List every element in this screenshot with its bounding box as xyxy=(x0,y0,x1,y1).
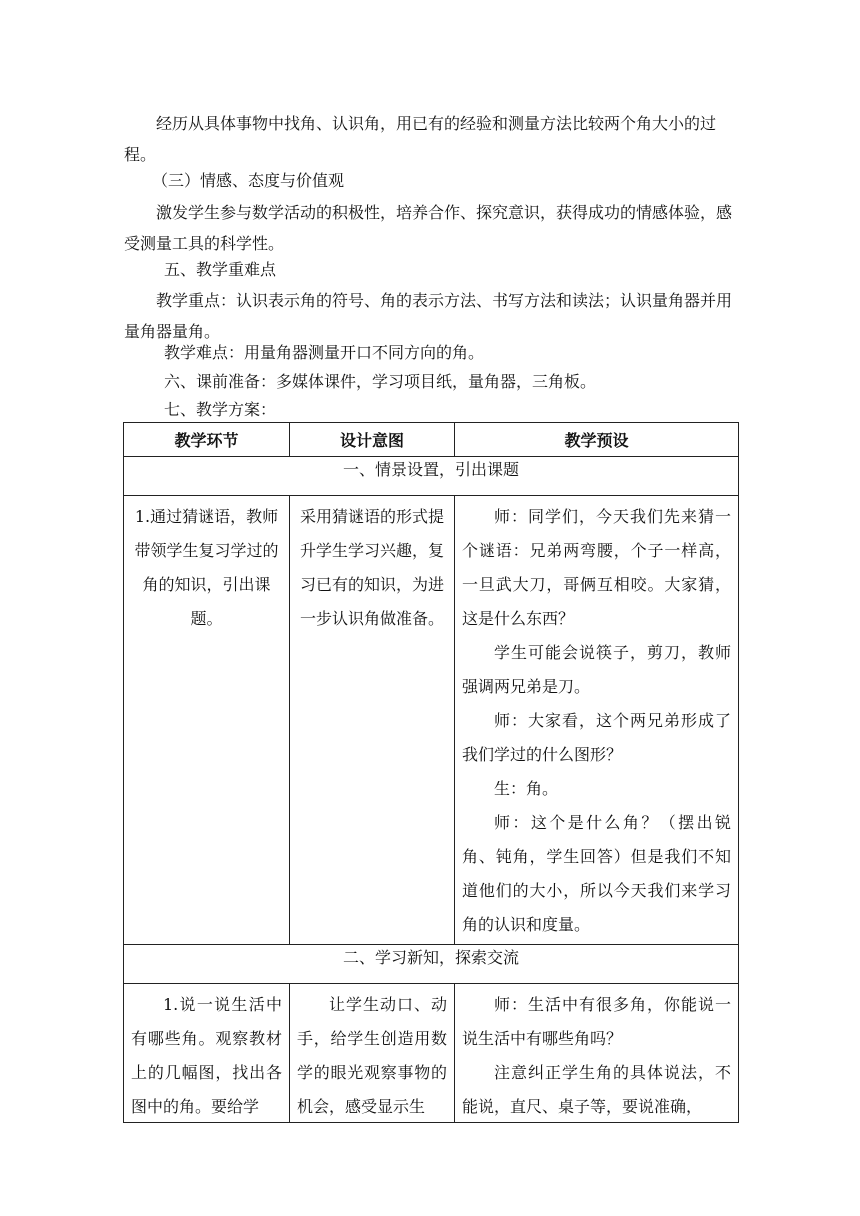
preset-paragraph: 师：大家看，这个两兄弟形成了我们学过的什么图形？ xyxy=(462,711,731,764)
process-goal-paragraph: 经历从具体事物中找角、认识角，用已有的经验和测量方法比较两个角大小的过程。 xyxy=(124,114,717,164)
difficult-point-paragraph: 教学难点：用量角器测量开口不同方向的角。 xyxy=(164,343,485,362)
preset-paragraph: 师：生活中有很多角，你能说一说生活中有哪些角吗？ xyxy=(462,995,731,1048)
section-row xyxy=(124,945,739,984)
section-title: 二、学习新知，探索交流 xyxy=(124,945,739,984)
preset-paragraph: 生：角。 xyxy=(494,779,559,798)
preset-paragraph: 师：同学们，今天我们先来猜一个谜语：兄弟两弯腰，个子一样高，一旦武大刀，哥俩互相咬。大家猜，这是什么东西？ xyxy=(462,507,731,628)
header-design-intent: 设计意图 xyxy=(290,423,455,457)
intent-cell: 采用猜谜语的形式提升学生学习兴趣，复习已有的知识，为进一步认识角做准备。 xyxy=(299,507,444,628)
preset-paragraph: 学生可能会说筷子，剪刀，教师强调两兄弟是刀。 xyxy=(462,643,731,696)
table-header-row xyxy=(124,423,739,457)
table-row xyxy=(124,984,739,1123)
key-points-heading: 五、教学重难点 xyxy=(164,260,277,279)
step-cell: 1.通过猜谜语，教师带领学生复习学过的角的知识，引出课题。 xyxy=(134,507,279,628)
step-cell: 1.说一说生活中有哪些角。观察教材上的几幅图，找出各图中的角。要给学 xyxy=(131,995,282,1116)
preparation-paragraph: 六、课前准备：多媒体课件，学习项目纸，量角器，三角板。 xyxy=(164,372,597,391)
key-point-paragraph: 教学重点：认识表示角的符号、角的表示方法、书写方法和读法；认识量角器并用量角器量角。 xyxy=(124,291,733,341)
teaching-plan-table xyxy=(123,422,739,1123)
section-row xyxy=(124,457,739,496)
header-teaching-preset: 教学预设 xyxy=(455,423,739,457)
section-title: 一、情景设置，引出课题 xyxy=(124,457,739,496)
plan-heading: 七、教学方案： xyxy=(164,400,277,419)
header-teaching-step: 教学环节 xyxy=(124,423,290,457)
preset-cell xyxy=(455,496,738,944)
intent-cell: 让学生动口、动手，给学生创造用数学的眼光观察事物的机会，感受显示生 xyxy=(297,995,447,1116)
preset-paragraph: 注意纠正学生角的具体说法，不能说，直尺、桌子等，要说准确， xyxy=(462,1063,731,1116)
preset-cell xyxy=(455,984,738,1122)
table-row xyxy=(124,496,739,945)
preset-paragraph: 师：这个是什么角？（摆出锐角、钝角，学生回答）但是我们不知道他们的大小，所以今天我们来学习角的认识和度量。 xyxy=(462,813,731,934)
emotion-goal-paragraph: 激发学生参与数学活动的积极性，培养合作、探究意识，获得成功的情感体验，感受测量工具的科学性。 xyxy=(124,203,733,253)
emotion-goal-heading: （三）情感、态度与价值观 xyxy=(152,171,345,190)
